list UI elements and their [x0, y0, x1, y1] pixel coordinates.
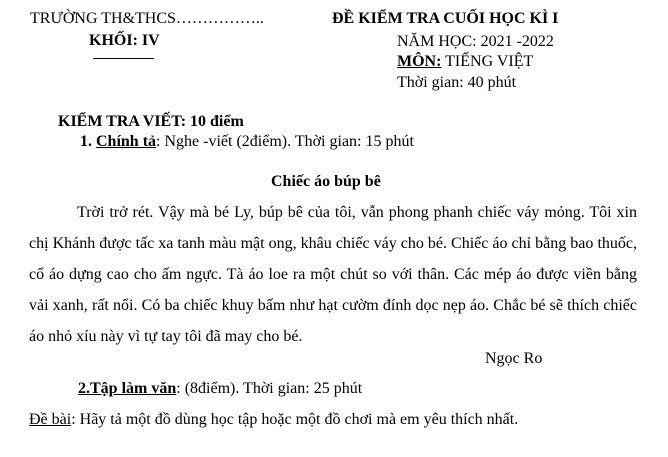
part2-details: : (8điểm). Thời gian: 25 phút [176, 380, 363, 397]
essay-prompt [29, 410, 518, 430]
school-year: NĂM HỌC: 2021 -2022 [397, 33, 554, 50]
prompt-label: Đề bài [29, 411, 72, 428]
subject-line [397, 52, 533, 72]
passage-title: Chiếc áo búp bê [271, 173, 381, 190]
part1-name: Chính tả [96, 133, 157, 150]
part2-heading [78, 379, 362, 399]
header-underline [93, 58, 154, 59]
exam-title: ĐỀ KIỂM TRA CUỐI HỌC KÌ I [332, 10, 559, 27]
part2-name: 2.Tập làm văn [78, 380, 177, 397]
prompt-text: : Hãy tả một đồ dùng học tập hoặc một đồ chơi mà em yêu thích nhất. [71, 411, 519, 428]
part1-details: : Nghe -viết (2điểm). Thời gian: 15 phút [156, 133, 414, 150]
exam-time: Thời gian: 40 phút [397, 74, 517, 91]
section-title: KIỂM TRA VIẾT: 10 điểm [58, 113, 244, 130]
part1-heading [80, 132, 414, 152]
subject-label: MÔN: [397, 53, 442, 70]
part1-number: 1. [80, 133, 96, 150]
school-name: TRƯỜNG TH&THCS…………….. [30, 10, 264, 27]
passage-author: Ngọc Ro [485, 350, 543, 367]
grade-label: KHỐI: IV [89, 32, 160, 49]
passage-body: Trời trở rét. Vậy mà bé Ly, búp bê của tôi, vẫn phong phanh chiếc váy mỏng. Tôi xin chị Khánh được tấc xa tanh màu mật ong, khâu chiếc váy cho bé. Chiếc áo chỉ bằng bao thuốc, cổ áo dựng cao cho ấm ngực. Tà áo loe ra một chút so với thân. Các mép áo được viền bằng vải xanh, rất nổi. Có ba chiếc khuy bấm như hạt cườm đính dọc nẹp áo. Chắc bé sẽ thích chiếc áo nhỏ xíu này vì tự tay tôi đã may cho bé. [29, 204, 637, 345]
subject-value: TIẾNG VIỆT [441, 53, 534, 70]
